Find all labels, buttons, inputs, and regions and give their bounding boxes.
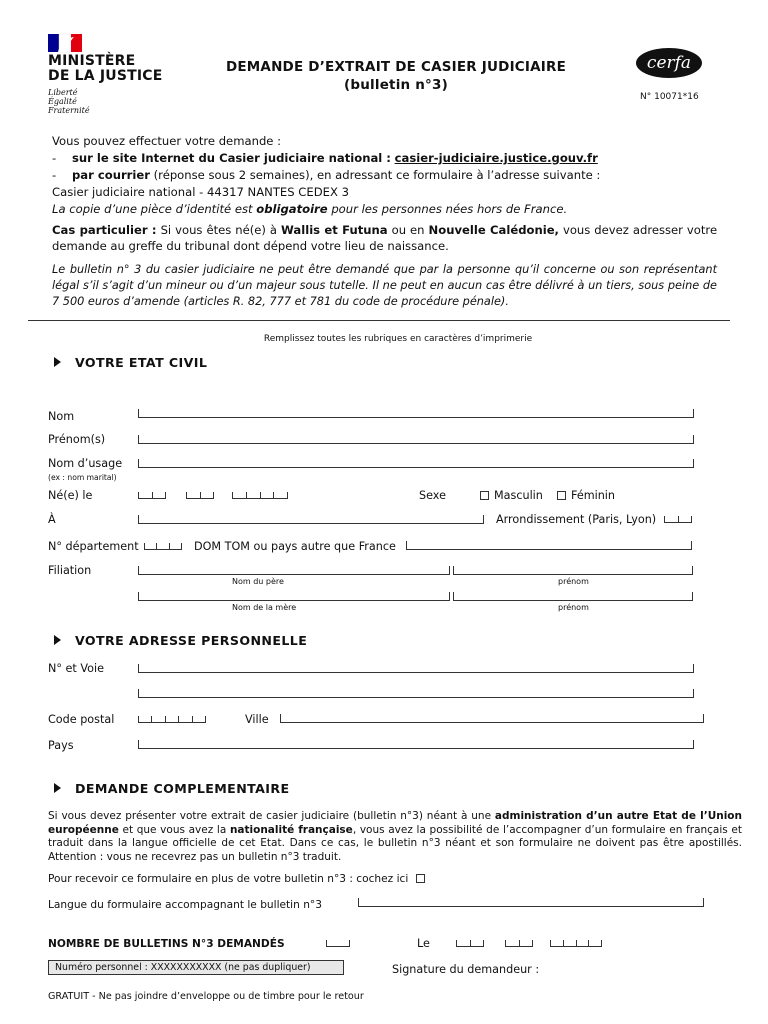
label-filiation: Filiation: [48, 564, 92, 577]
code-postal-boxes[interactable]: [138, 716, 206, 723]
intro-legal-notice: Le bulletin n° 3 du casier judiciaire ne peut être demandé que par la personne qu’il concerne ou son représentant légal s’il s’agit d’un mineur ou d’un majeur sous tutelle. Il ne peut en aucun cas être délivré à un tiers, sous peine de 7 500 euros d’amende (articles R. 82, 777 et 781 du code de procédure pénale).: [52, 263, 717, 308]
birth-year-boxes[interactable]: [232, 492, 288, 499]
cerfa-number: N° 10071*16: [640, 92, 699, 102]
ville-field[interactable]: [280, 714, 704, 723]
label-prenom: Prénom(s): [48, 433, 106, 446]
label-ne-le: Né(e) le: [48, 489, 93, 502]
triangle-icon: [54, 635, 61, 645]
label-nom-usage: Nom d’usage: [48, 457, 123, 470]
mother-firstname-field[interactable]: [453, 592, 693, 601]
label-prenom-pere: prénom: [558, 577, 589, 586]
voie-field-2[interactable]: [138, 689, 694, 698]
masculin-checkbox[interactable]: Masculin: [480, 489, 543, 503]
casier-judiciaire-link[interactable]: casier-judiciaire.justice.gouv.fr: [394, 151, 598, 165]
ministry-logo: [44, 28, 172, 124]
voie-field-1[interactable]: [138, 664, 694, 673]
fill-instruction: Remplissez toutes les rubriques en caractères d’imprimerie: [263, 334, 533, 344]
label-arrondissement: Arrondissement (Paris, Lyon): [496, 513, 657, 526]
section-complementaire: DEMANDE COMPLEMENTAIRE: [54, 781, 289, 797]
document-title: DEMANDE D’EXTRAIT DE CASIER JUDICIAIRE (bulletin n°3): [225, 59, 567, 93]
label-nom-pere: Nom du père: [232, 577, 284, 586]
label-code-postal: Code postal: [48, 713, 115, 726]
arrondissement-boxes[interactable]: [664, 516, 692, 523]
label-nom-usage-hint: (ex : nom marital): [48, 473, 117, 482]
label-signature: Signature du demandeur :: [392, 963, 540, 976]
label-langue: Langue du formulaire accompagnant le bulletin n°3: [48, 899, 322, 911]
nom-field[interactable]: [138, 409, 694, 418]
republic-motto: Liberté Égalité Fraternité: [48, 88, 90, 115]
section-etat-civil: VOTRE ETAT CIVIL: [54, 355, 207, 371]
label-nom: Nom: [48, 410, 75, 423]
label-le: Le: [417, 937, 430, 950]
label-ville: Ville: [245, 713, 269, 726]
footer-gratuit: GRATUIT - Ne pas joindre d’enveloppe ou de timbre pour le retour: [48, 991, 364, 1002]
intro-lead: Vous pouvez effectuer votre demande :: [52, 134, 282, 148]
date-year-boxes[interactable]: [550, 940, 602, 947]
birth-month-boxes[interactable]: [186, 492, 214, 499]
triangle-icon: [54, 783, 61, 793]
intro-id-copy: La copie d’une pièce d’identité est obligatoire pour les personnes nées hors de France.: [52, 202, 568, 216]
label-sexe: Sexe: [419, 489, 446, 502]
ministry-name: MINISTÈRE DE LA JUSTICE: [48, 53, 163, 84]
mother-name-field[interactable]: [138, 592, 450, 601]
pays-field[interactable]: [138, 740, 694, 749]
date-day-boxes[interactable]: [456, 940, 484, 947]
triangle-icon: [54, 357, 61, 367]
checkbox-icon: [557, 491, 566, 500]
intro-bullet-mail: - par courrier (réponse sous 2 semaines), en adressant ce formulaire à l’adresse suivante :: [52, 168, 601, 182]
checkbox-icon: [416, 874, 425, 883]
nombre-bulletins-box[interactable]: [326, 940, 350, 947]
feminin-checkbox[interactable]: Féminin: [557, 489, 615, 503]
birth-day-boxes[interactable]: [138, 492, 166, 499]
prenom-field[interactable]: [138, 435, 694, 444]
label-domtom: DOM TOM ou pays autre que France: [194, 540, 396, 553]
label-voie: N° et Voie: [48, 662, 104, 675]
cerfa-logo: cerfa: [636, 48, 702, 78]
label-departement: N° département: [48, 540, 139, 553]
father-name-field[interactable]: [138, 566, 450, 575]
intro-bullet-online: - sur le site Internet du Casier judiciaire national : casier-judiciaire.justice.gouv.fr: [52, 151, 598, 165]
intro-special-case: Cas particulier : Si vous êtes né(e) à Wallis et Futuna ou en Nouvelle Calédonie, vous devez adresser votre demande au greffe du tribunal dont dépend votre lieu de naissance.: [52, 223, 718, 253]
receive-form-checkbox[interactable]: Pour recevoir ce formulaire en plus de votre bulletin n°3 : cochez ici: [48, 872, 430, 886]
father-firstname-field[interactable]: [453, 566, 693, 575]
checkbox-icon: [480, 491, 489, 500]
label-nom-mere: Nom de la mère: [232, 603, 297, 612]
langue-field[interactable]: [358, 898, 704, 907]
nom-usage-field[interactable]: [138, 459, 694, 468]
intro-address: Casier judiciaire national - 44317 NANTES CEDEX 3: [52, 185, 349, 199]
divider: [28, 320, 730, 321]
numero-personnel: Numéro personnel : XXXXXXXXXXX (ne pas dupliquer): [48, 960, 344, 975]
date-month-boxes[interactable]: [505, 940, 533, 947]
label-nombre-bulletins: NOMBRE DE BULLETINS N°3 DEMANDÉS: [48, 938, 285, 950]
label-pays: Pays: [48, 739, 74, 752]
complementaire-paragraph: Si vous devez présenter votre extrait de casier judiciaire (bulletin n°3) néant à une administration d’un autre Etat de l’Union européenne et que vous avez la nationalité française, vous avez la possibilité de l’accompagner d’un formulaire en français et traduit dans la langue officielle de cet Etat. Dans ce cas, le bulletin n°3 néant et son formulaire ne doivent pas être apostillés. Attention : vous ne recevrez pas un bulletin n°3 traduit.: [48, 810, 743, 863]
departement-boxes[interactable]: [144, 543, 182, 550]
domtom-field[interactable]: [406, 541, 692, 550]
birth-city-field[interactable]: [138, 515, 484, 524]
section-adresse: VOTRE ADRESSE PERSONNELLE: [54, 633, 307, 649]
label-a: À: [48, 513, 56, 526]
marianne-flag-icon: [48, 32, 82, 54]
label-prenom-mere: prénom: [558, 603, 589, 612]
